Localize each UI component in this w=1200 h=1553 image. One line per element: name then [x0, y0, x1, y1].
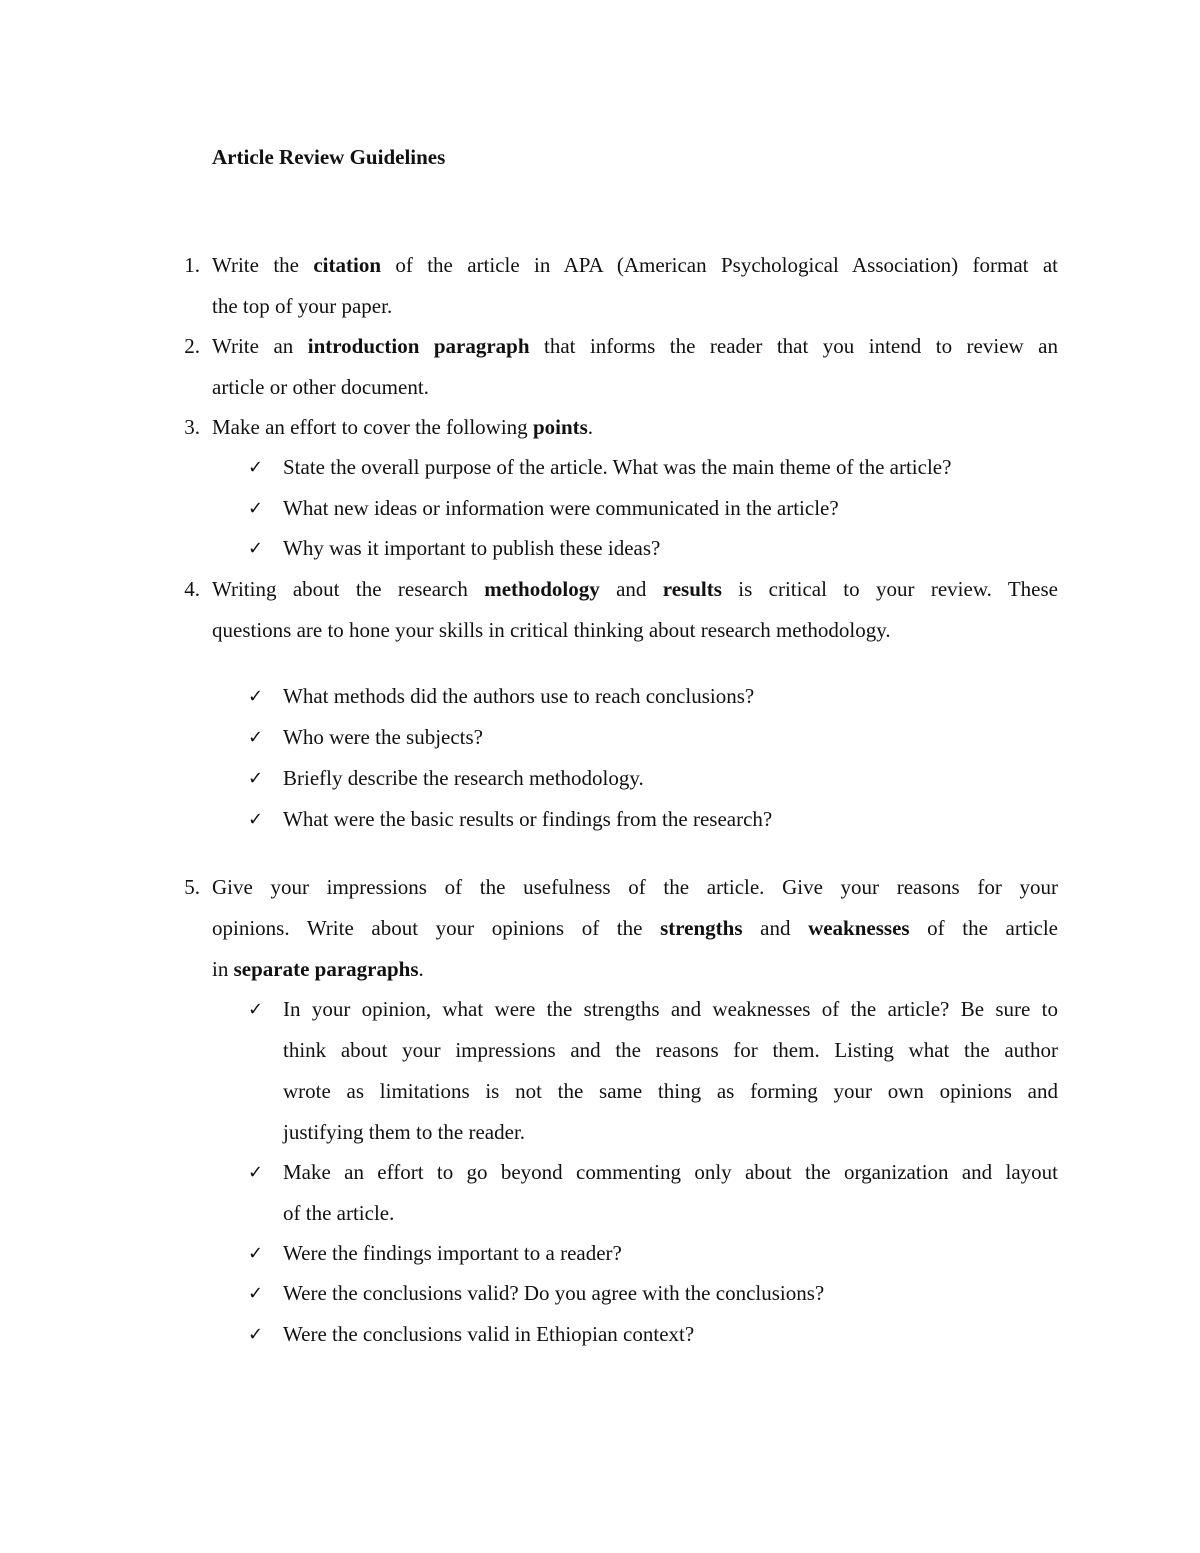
list-item-4 [184, 569, 1058, 651]
checkmark-icon: ✓ [248, 686, 264, 707]
checkmark-icon: ✓ [248, 809, 264, 830]
sub-point: ✓ Make an effort to go beyond commenting only about the organization and layout of the article. [283, 1152, 1058, 1234]
checkmark-icon: ✓ [248, 457, 264, 478]
checkmark-icon: ✓ [248, 1324, 264, 1345]
sub-point: ✓ Briefly describe the research methodology. [283, 758, 1058, 799]
sub-point: ✓ State the overall purpose of the article. What was the main theme of the article? [283, 447, 1058, 488]
sub-point: ✓ Were the conclusions valid in Ethiopian context? [283, 1314, 1058, 1355]
sub-point: ✓ What were the basic results or findings from the research? [283, 799, 1058, 840]
checkmark-icon: ✓ [248, 538, 264, 559]
sub-point: ✓ Why was it important to publish these ideas? [283, 528, 1058, 569]
item-line: in separate paragraphs. [212, 957, 424, 981]
item-line: article or other document. [212, 375, 429, 399]
sub-point: ✓ In your opinion, what were the strengths and weaknesses of the article? Be sure to think about your impressions and the reasons for them. Listing what the author wrote as limitations is not the same thing as forming your own opinions and justifying them to the reader. [283, 989, 1058, 1153]
list-number: 2. [184, 334, 200, 358]
sub-point: ✓ Were the findings important to a reader? [283, 1233, 1058, 1274]
list-number: 5. [184, 875, 200, 899]
item-line: Make an effort to cover the following points. [212, 415, 594, 439]
item-line: Write an introduction paragraph that informs the reader that you intend to review an [212, 334, 1058, 358]
list-item-1 [184, 245, 1058, 327]
list-number: 3. [184, 415, 200, 439]
checkmark-icon: ✓ [248, 768, 264, 789]
item-line: Writing about the research methodology and results is critical to your review. These [212, 577, 1058, 601]
list-item-5 [184, 867, 1059, 990]
item-line: questions are to hone your skills in critical thinking about research methodology. [212, 618, 891, 642]
item-line: opinions. Write about your opinions of the strengths and weaknesses of the article [212, 916, 1059, 940]
sub-point: ✓ Who were the subjects? [283, 717, 1058, 758]
checkmark-icon: ✓ [248, 1162, 264, 1183]
checkmark-icon: ✓ [248, 1243, 264, 1264]
item-line: Write the citation of the article in APA (American Psychological Association) format at [212, 253, 1058, 277]
sub-point: ✓ What methods did the authors use to reach conclusions? [283, 676, 1058, 717]
checkmark-icon: ✓ [248, 1283, 264, 1304]
item-line: Give your impressions of the usefulness of the article. Give your reasons for your [212, 875, 1058, 899]
checkmark-icon: ✓ [248, 727, 264, 748]
sub-point: ✓ Were the conclusions valid? Do you agree with the conclusions? [283, 1273, 1058, 1314]
checkmark-icon: ✓ [248, 999, 264, 1020]
sub-point: ✓ What new ideas or information were communicated in the article? [283, 488, 1058, 529]
page-title: Article Review Guidelines [212, 145, 446, 169]
checkmark-icon: ✓ [248, 498, 264, 519]
list-item-3 [184, 407, 1058, 448]
item-line: the top of your paper. [212, 294, 393, 318]
list-number: 4. [184, 577, 200, 601]
list-number: 1. [184, 253, 200, 277]
list-item-2 [184, 326, 1058, 408]
